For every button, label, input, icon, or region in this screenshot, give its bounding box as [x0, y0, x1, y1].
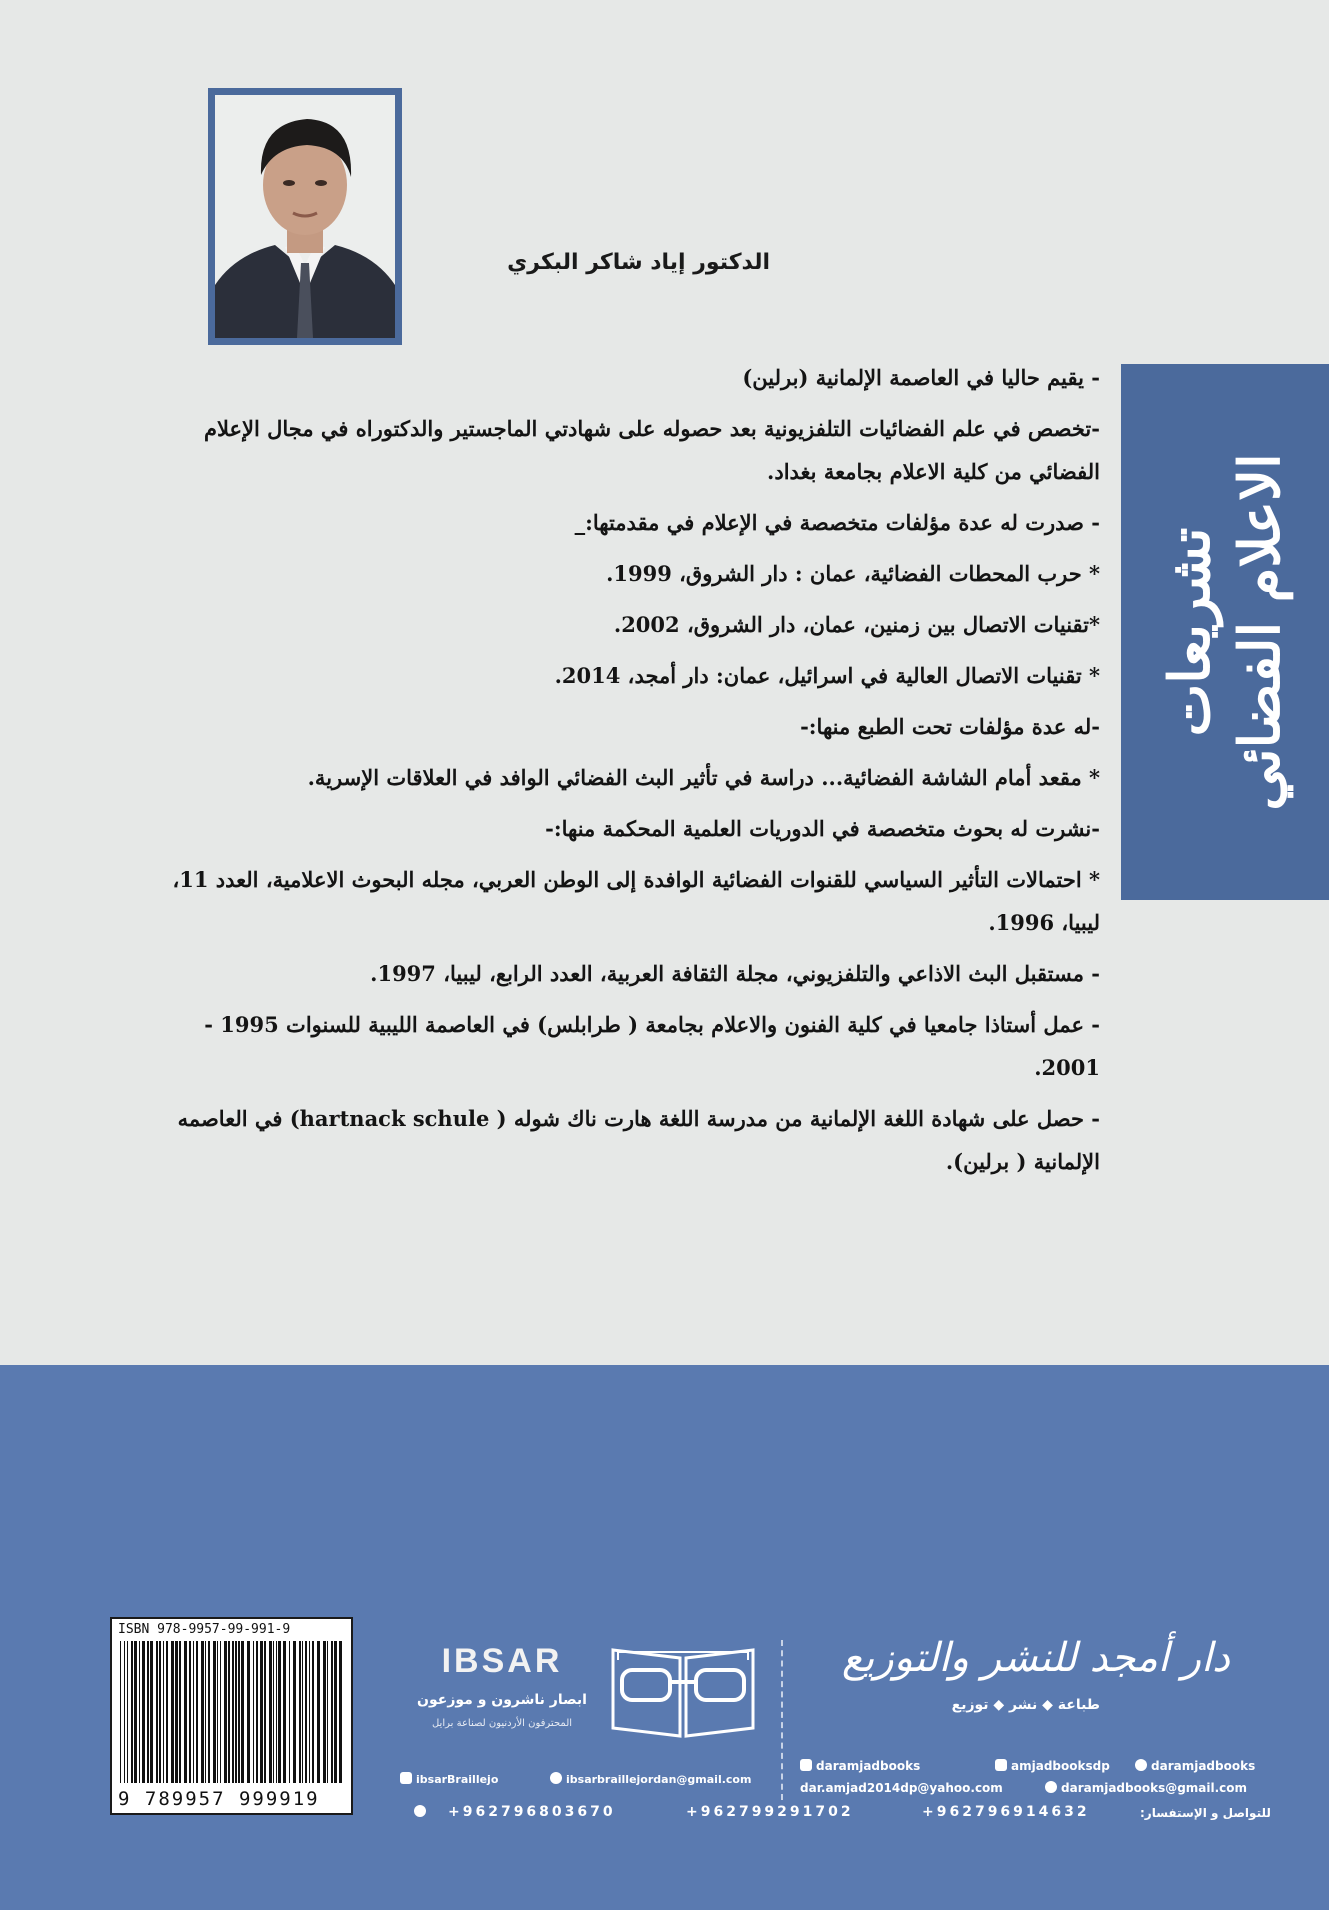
bio-paragraph: - صدرت له عدة مؤلفات متخصصة في الإعلام في مقدمتها:_ — [574, 510, 1100, 535]
twitter-icon — [800, 1759, 812, 1771]
bio-paragraph: * احتمالات التأثير السياسي للقنوات الفضائية الوافدة إلى الوطن العربي، مجله البحوث الاعلامية، العدد 11، ليبيا، 1996. — [172, 867, 1100, 935]
bio-paragraph: *تقنيات الاتصال بين زمنين، عمان، دار الشروق، 2002. — [613, 612, 1100, 637]
contact-label: للتواصل و الإستفسار: — [1140, 1806, 1271, 1820]
bio-paragraph: * حرب المحطات الفضائية، عمان : دار الشروق، 1999. — [606, 561, 1100, 586]
facebook-icon — [400, 1772, 412, 1784]
logo-divider — [781, 1640, 784, 1800]
author-bio — [140, 356, 1100, 1191]
book-glasses-icon — [608, 1640, 758, 1740]
phone-icon — [414, 1804, 430, 1820]
amjad-email-yahoo: dar.amjad2014dp@yahoo.com — [800, 1781, 1003, 1795]
amjad-facebook: amjadbooksdp — [995, 1759, 1110, 1773]
amjad-twitter: daramjadbooks — [800, 1759, 920, 1773]
book-title — [1155, 453, 1295, 810]
author-photo — [215, 95, 395, 338]
bio-paragraph: * مقعد أمام الشاشة الفضائية... دراسة في تأثير البث الفضائي الوافد في العلاقات الإسرية. — [307, 765, 1100, 790]
title-panel — [1121, 364, 1329, 900]
bio-paragraph: -تخصص في علم الفضائيات التلفزيونية بعد حصوله على شهادتي الماجستير والدكتوراه في مجال الإعلام الفضائي من كلية الاعلام بجامعة بغداد. — [203, 416, 1100, 484]
phone-number: +962799291702 — [686, 1804, 854, 1820]
isbn-digits: 9 789957 999919 — [118, 1788, 320, 1810]
author-photo-frame — [208, 88, 402, 345]
amjad-email-gmail: daramjadbooks@gmail.com — [1045, 1781, 1247, 1795]
ibsar-publisher-logo — [400, 1640, 780, 1760]
bio-paragraph: * تقنيات الاتصال العالية في اسرائيل، عمان: دار أمجد، 2014. — [554, 663, 1100, 688]
instagram-icon — [1135, 1759, 1147, 1771]
amjad-emails — [800, 1777, 1300, 1799]
bio-paragraph: -له عدة مؤلفات تحت الطبع منها:- — [800, 714, 1100, 739]
bio-paragraph: - مستقبل البث الاذاعي والتلفزيوني، مجلة الثقافة العربية، العدد الرابع، ليبيا، 1997. — [370, 961, 1100, 986]
phone-number: +962796803670 — [448, 1804, 616, 1820]
phone-numbers — [400, 1800, 1300, 1826]
amjad-calligraphy: دار أمجد للنشر والتوزيع — [841, 1635, 1230, 1681]
facebook-icon — [995, 1759, 1007, 1771]
isbn-label: ISBN 978-9957-99-991-9 — [118, 1622, 291, 1637]
amjad-instagram: daramjadbooks — [1135, 1759, 1255, 1773]
email-icon — [550, 1772, 562, 1784]
bio-paragraph: - حصل على شهادة اللغة الإلمانية من مدرسة اللغة هارت ناك شوله ( hartnack schule) في العاصمه الإلمانية ( برلين). — [177, 1106, 1100, 1174]
phone-number: +962796914632 — [922, 1804, 1090, 1820]
ibsar-contacts — [400, 1768, 780, 1792]
ibsar-tagline: المحترفون الأردنيون لصناعة برايل — [431, 1718, 573, 1729]
isbn-barcode — [110, 1617, 353, 1815]
book-title-line1: تشريعات — [1157, 527, 1223, 737]
ibsar-logo-word: IBSAR — [441, 1642, 563, 1680]
barcode-bars — [118, 1641, 347, 1783]
ibsar-name: ابصار ناشرون و موزعون — [417, 1692, 587, 1708]
bio-paragraph: - عمل أستاذا جامعيا في كلية الفنون والاعلام بجامعة ( طرابلس) في العاصمة الليبية للسنوات 1995 - 2001. — [204, 1012, 1100, 1080]
bio-paragraph: -نشرت له بحوث متخصصة في الدوريات العلمية المحكمة منها:- — [545, 816, 1100, 841]
ibsar-facebook: ibsarBraillejo — [400, 1772, 498, 1786]
book-title-line2: الاعلام الفضائي — [1227, 453, 1293, 811]
ibsar-email: ibsarbraillejordan@gmail.com — [550, 1772, 751, 1786]
email-icon — [1045, 1781, 1057, 1793]
bio-paragraph: - يقيم حاليا في العاصمة الإلمانية (برلين) — [742, 365, 1100, 390]
portrait-image — [215, 95, 395, 338]
amjad-social — [800, 1755, 1300, 1777]
author-name: الدكتور إياد شاكر البكري — [507, 250, 770, 275]
amjad-services: طباعة ◆ نشر ◆ توزيع — [951, 1697, 1100, 1713]
